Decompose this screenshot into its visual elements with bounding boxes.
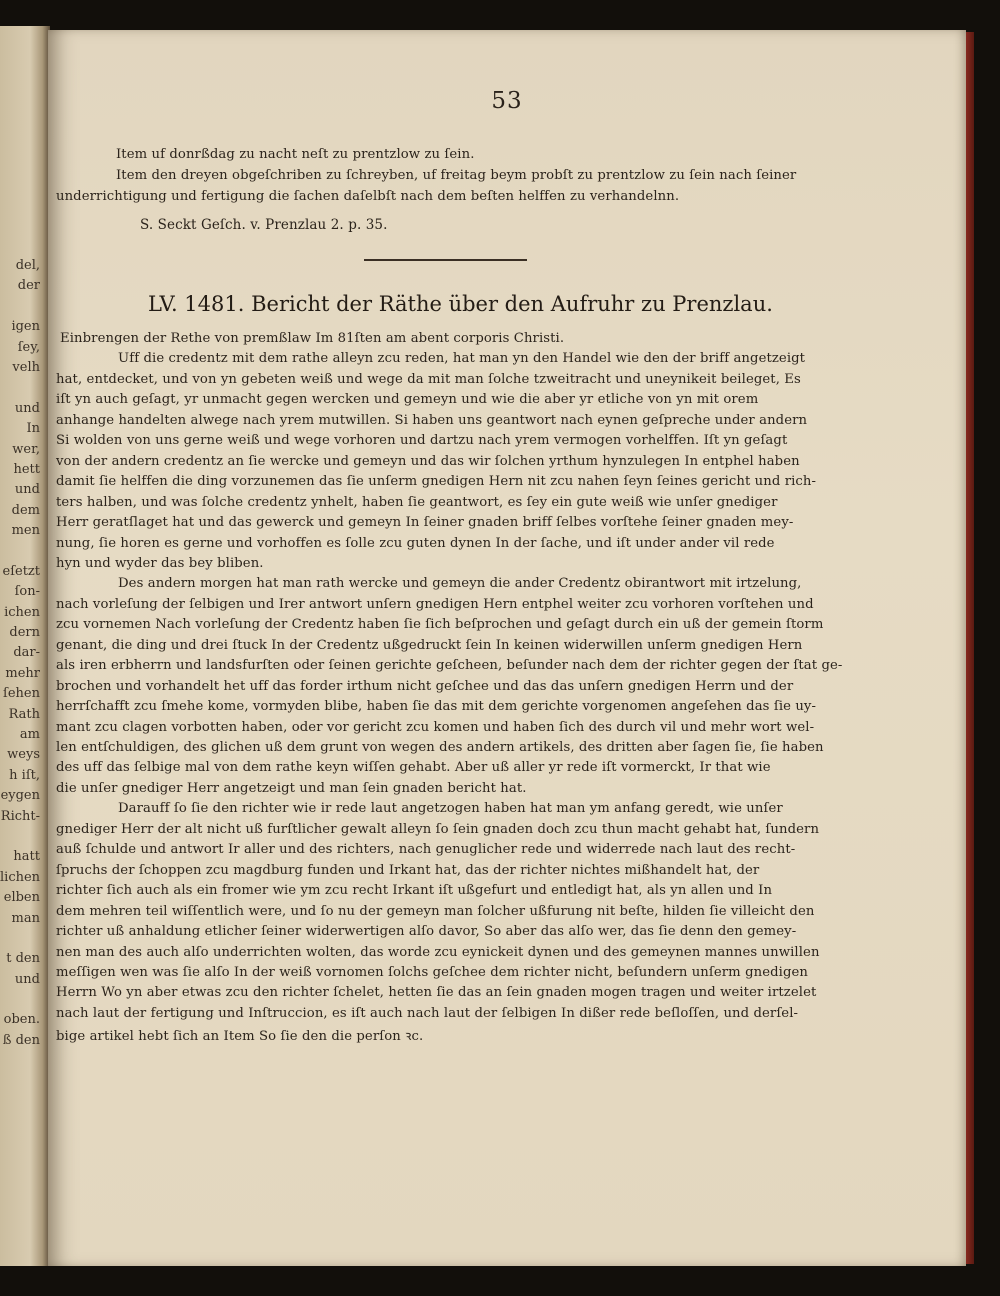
previous-page-fragment: oben. [3, 1012, 40, 1028]
previous-page-fragment [0, 297, 40, 317]
previous-page-fragment: und [14, 482, 40, 498]
body-line: Herr geratſlaget hat und das gewerck und gemeyn In ſeiner gnaden briff ſelbes vorſtehe ſeiner gnaden mey- [56, 515, 794, 531]
previous-page-fragment: dar- [13, 645, 40, 661]
body-line: ters halben, und was ſolche credentz ynhelt, haben ſie geantwort, es ſey ein gute weiß wie unſer gnediger [56, 494, 778, 510]
previous-page-fragment: elben [3, 890, 40, 906]
intro-line: underrichtigung und fertigung die ſachen daſelbſt nach dem beſten helffen zu verhandelnn. [56, 189, 680, 204]
body-line: bige artikel hebt ſich an Item So ſie den die perſon ꝛc. [56, 1029, 424, 1045]
body-line: mant zcu clagen vorbotten haben, oder vor gericht zcu komen und haben ſich des durch vil und mehr wort wel- [56, 719, 815, 735]
previous-page-fragment: ß den [2, 1032, 40, 1048]
body-line: ſpruchs der ſchoppen zcu magdburg funden und Irkant hat, das der richter nichtes mißhandelt hat, der [56, 862, 760, 878]
previous-page-fragment: und [14, 971, 40, 987]
previous-page-fragment: eygen [0, 788, 40, 804]
body-line: iſt yn auch geſagt, yr unmacht gegen wercken und gemeyn und wie die aber yr etliche von yn mit orem [56, 392, 759, 408]
body-line: richter ſich auch als ein fromer wie ym zcu recht Irkant iſt ußgefurt und entledigt hat, als yn allen und In [56, 883, 773, 899]
previous-page-fragment: ſehen [3, 686, 40, 702]
source-note: S. Seckt Geſch. v. Prenzlau 2. p. 35. [140, 217, 388, 233]
previous-page-fragment: eſetzt [2, 563, 40, 579]
previous-page-fragment: hatt [13, 849, 40, 865]
body-line: Des andern morgen hat man rath wercke und gemeyn die ander Credentz obirantwort mit irtzelung, [118, 576, 802, 592]
body-line: genant, die ding und drei ſtuck In der Credentz ußgedruckt ſein In keinen widerwillen unſerm gnedigen Hern [56, 637, 803, 653]
body-line: nach vorleſung der ſelbigen und Irer antwort unſern gnedigen Hern entphel weiter zcu vorhoren vorſtehen und [56, 596, 814, 612]
body-line: nung, ſie horen es gerne und vorhoffen es ſolle zcu guten dynen In der ſache, und iſt under ander vil rede [56, 535, 775, 551]
body-line: Uff die credentz mit dem rathe alleyn zcu reden, hat man yn den Handel wie den der briff angetzeigt [118, 351, 806, 367]
previous-page-fragment [0, 541, 40, 561]
body-line: Einbrengen der Rethe von premßlaw Im 81ſten am abent corporis Christi. [60, 331, 565, 346]
body-line: Darauff ſo ſie den richter wie ir rede laut angetzogen haben hat man ym anfang geredt, wie unſer [118, 801, 783, 817]
body-line: dem mehren teil wiſſentlich were, und ſo nu der gemeyn man ſolcher ußfurung nit beſte, hilden ſie villeicht den [56, 903, 815, 919]
body-line: nach laut der fertigung und Inſtruccion, es iſt auch nach laut der ſelbigen In dißer rede beſloſſen, und derſel- [56, 1005, 799, 1021]
previous-page-fragment: wer, [12, 441, 40, 457]
previous-page-fragment [0, 929, 40, 949]
body-line: Herrn Wo yn aber etwas zcu den richter ſchelet, hetten ſie das an ſein gnaden mogen tragen und weiter irtzelet [56, 985, 817, 1001]
body-line: des uff das ſelbige mal von dem rathe keyn wiſſen gehabt. Aber uß aller yr rede iſt vormerckt, Ir that wie [56, 760, 771, 776]
page-number: 53 [491, 88, 523, 114]
previous-page-fragment: igen [11, 319, 40, 335]
previous-page-fragment: Rath [8, 706, 40, 722]
previous-page-fragment: men [11, 523, 40, 539]
intro-line: Item den dreyen obgeſchriben zu ſchreyben, uf freitag beym probſt zu prentzlow zu ſein nach ſeiner [116, 168, 797, 183]
body-line: anhange handelten alwege nach yrem mutwillen. Si haben uns geantwort nach eynen geſpreche under andern [56, 412, 808, 428]
intro-line: Item uf donrßdag zu nacht neſt zu prentzlow zu ſein. [116, 147, 475, 162]
previous-page-fragment: t den [6, 951, 40, 967]
previous-page-fragment: am [19, 726, 40, 742]
book-page [48, 30, 966, 1266]
body-line: die unſer gnediger Herr angetzeigt und man ſein gnaden bericht hat. [56, 780, 527, 796]
previous-page-fragment: weys [7, 747, 40, 763]
body-line: brochen und vorhandelt het uff das forder irthum nicht geſchee und das das unſern gnedigen Herrn und der [56, 678, 794, 694]
previous-page-fragment: ichen [4, 604, 40, 620]
body-line: len entſchuldigen, des glichen uß dem grunt von wegen des andern artikels, des dritten aber ſagen ſie, ſie haben [56, 740, 824, 755]
body-line: Si wolden von uns gerne weiß und wege vorhoren und dartzu nach yrem vermogen vorhelffen. Iſt yn geſagt [56, 433, 788, 449]
previous-page-fragment: und [14, 400, 40, 416]
previous-page-fragment: dem [11, 502, 40, 518]
previous-page-fragment [0, 378, 40, 398]
previous-page-fragment: In [26, 421, 40, 437]
previous-page-fragment: ſey, [17, 339, 40, 355]
body-line: richter uß anhaldung etlicher ſeiner widerwertigen alſo davor, So aber das alſo wer, das ſie denn den gemey- [56, 924, 797, 940]
body-line: hyn und wyder das bey bliben. [56, 555, 264, 571]
section-heading: LV. 1481. Bericht der Räthe über den Aufruhr zu Prenzlau. [148, 292, 773, 316]
previous-page-fragment: man [11, 910, 40, 926]
previous-page-fragments [0, 256, 40, 1051]
body-line: als iren erbherrn und landsfurſten oder ſeinen gerichte geſcheen, beſunder nach dem der richter gegen der ſtat ge- [56, 658, 843, 674]
body-line: hat, entdecket, und von yn gebeten weiß und wege da mit man ſolche tzweitracht und uneynikeit beileget, Es [56, 371, 801, 387]
previous-page-fragment: del, [15, 258, 40, 273]
body-line: damit ſie helffen die ding vorzunemen das ſie unſerm gnedigen Hern nit zcu nahen ſeyn ſeines gericht und rich- [56, 474, 817, 490]
previous-page-fragment: lichen [0, 869, 40, 885]
section-divider [364, 259, 527, 261]
previous-page-fragment: h iſt, [9, 767, 40, 783]
body-line: zcu vornemen Nach vorleſung der Credentz haben ſie ſich beſprochen und geſagt durch ein uß der gemein ſtorm [56, 617, 824, 633]
previous-page-fragment: der [17, 278, 40, 294]
previous-page-fragment [0, 990, 40, 1010]
body-line: von der andern credentz an ſie wercke und gemeyn und das wir ſolchen yrthum hynzulegen In entphel haben [56, 453, 800, 469]
body-line: herrſchafft zcu ſmehe kome, vormyden blibe, haben ſie das mit dem gerichte vorgenomen angeſehen das ſie uy- [56, 699, 817, 715]
previous-page-fragment: hett [13, 461, 40, 477]
previous-page-fragment: Richt- [0, 808, 40, 824]
previous-page-fragment: velh [12, 359, 40, 375]
previous-page-fragment: dern [9, 625, 40, 641]
body-line: nen man des auch alſo underrichten wolten, das worde zcu eynickeit dynen und des gemeynen mannes unwillen [56, 944, 820, 960]
previous-page-fragment [0, 827, 40, 847]
previous-page-fragment: mehr [5, 665, 40, 681]
previous-page-fragment: ſon- [14, 584, 40, 600]
body-line: auß ſchulde und antwort Ir aller und des richters, nach genuglicher rede und widerrede nach laut des recht- [56, 842, 796, 858]
previous-page-edge [0, 26, 50, 1266]
body-line: meſſigen wen was ſie alſo In der weiß vornomen ſolchs geſchee dem richter nicht, beſundern unſerm gnedigen [56, 964, 809, 980]
body-line: gnediger Herr der alt nicht uß furſtlicher gewalt alleyn ſo ſein gnaden doch zcu thun macht gehabt hat, ſundern [56, 821, 820, 837]
